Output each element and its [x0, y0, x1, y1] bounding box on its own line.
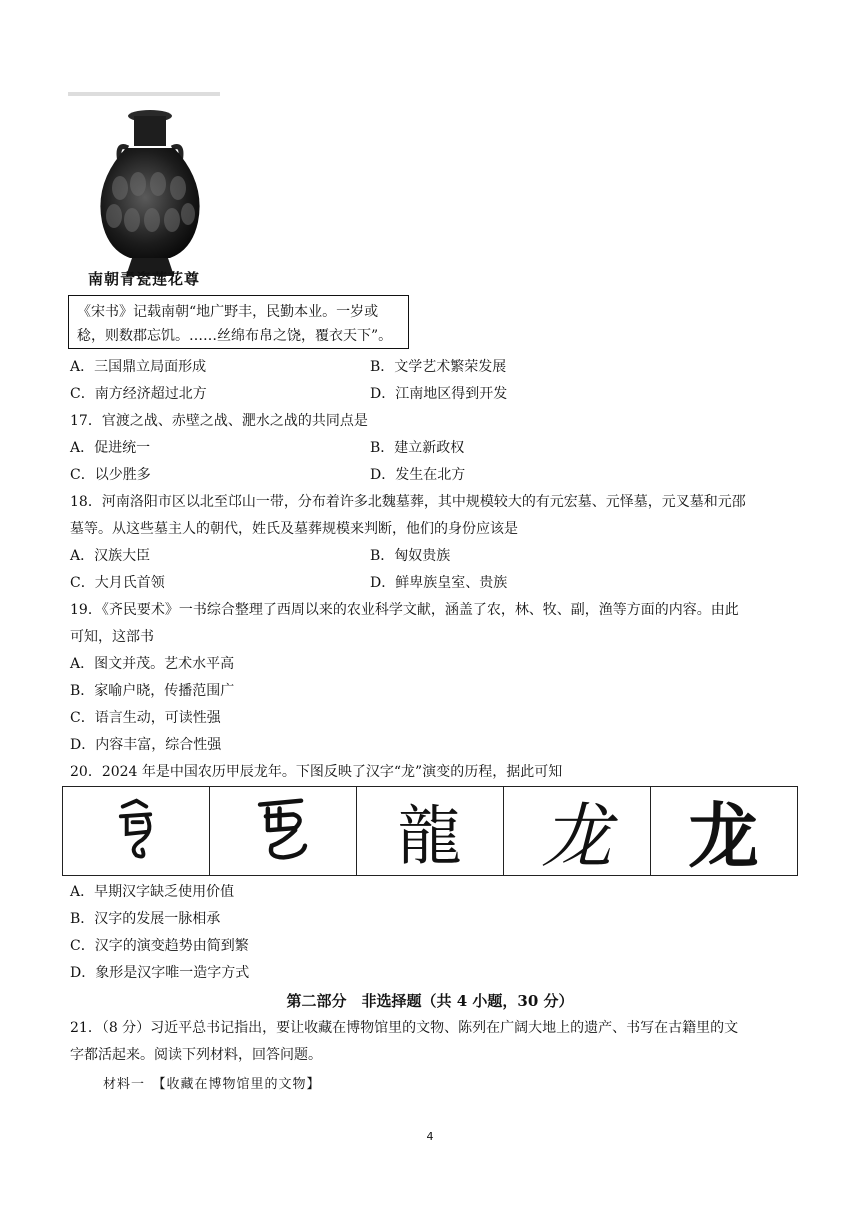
song-shu-quote-box	[68, 295, 409, 349]
q17-option-d: D．发生在北方	[370, 467, 466, 483]
q17-stem: 17．官渡之战、赤壁之战、淝水之战的共同点是	[70, 413, 368, 429]
q19-option-a: A．图文并茂。艺术水平高	[70, 656, 235, 672]
q19-stem-line-1: 19．《齐民要术》一书综合整理了西周以来的农业科学文献，涵盖了农，林、牧、副，渔等方面的内容。由此	[70, 602, 739, 618]
material-one-heading: 材料一 【收藏在博物馆里的文物】	[103, 1077, 321, 1092]
q16-option-d: D．江南地区得到开发	[370, 386, 508, 402]
q18-stem-line-1: 18．河南洛阳市区以北至邙山一带，分布着许多北魏墓葬，其中规模较大的有元宏墓、元怿墓，元叉墓和元邵	[70, 494, 746, 510]
q16-option-b: B．文学艺术繁荣发展	[370, 359, 507, 375]
page-number: 4	[426, 1130, 434, 1143]
dragon-glyph-seal-script	[357, 787, 504, 875]
dragon-glyph-regular-text: 龙	[688, 795, 759, 875]
quote-line-1: 《宋书》记载南朝“地广野丰，民勤本业。一岁或	[77, 304, 379, 320]
q19-option-d: D．内容丰富，综合性强	[70, 737, 222, 753]
q16-option-a: A．三国鼎立局面形成	[70, 359, 207, 375]
dragon-glyph-seal-text: 龍	[397, 799, 462, 875]
section-two-title: 第二部分 非选择题（共 4 小题，30 分）	[286, 992, 574, 1010]
q17-option-a: A．促进统一	[70, 440, 151, 456]
q21-stem-line-2: 字都活起来。阅读下列材料，回答问题。	[70, 1047, 322, 1063]
dragon-character-evolution-table	[62, 786, 798, 876]
q19-option-b: B．家喻户晓，传播范围广	[70, 683, 235, 699]
dragon-glyph-cursive	[504, 787, 651, 875]
q18-option-a: A．汉族大臣	[70, 548, 151, 564]
dragon-glyph-oracle-bone	[63, 787, 210, 875]
q18-stem-line-2: 墓等。从这些墓主人的朝代，姓氏及墓葬规模来判断，他们的身份应该是	[70, 521, 518, 537]
q20-option-c: C．汉字的演变趋势由简到繁	[70, 938, 249, 954]
q17-option-c: C．以少胜多	[70, 467, 151, 483]
q18-option-b: B．匈奴贵族	[370, 548, 451, 564]
q19-stem-line-2: 可知，这部书	[70, 629, 154, 645]
dragon-glyph-cursive-text: 龙	[541, 795, 612, 875]
dragon-glyph-regular	[651, 787, 797, 875]
dragon-glyph-bronze-script	[210, 787, 357, 875]
quote-line-2: 稔，则数郡忘饥。……丝绵布帛之饶，覆衣天下”。	[77, 328, 393, 344]
lotus-zun-vase-image	[68, 92, 220, 292]
q20-option-b: B．汉字的发展一脉相承	[70, 911, 221, 927]
figure-caption: 南朝青瓷莲花尊	[87, 270, 200, 288]
q21-stem-line-1: 21．（8 分）习近平总书记指出，要让收藏在博物馆里的文物、陈列在广阔大地上的遗产、书写在古籍里的文	[70, 1020, 739, 1036]
q19-option-c: C．语言生动，可读性强	[70, 710, 221, 726]
q16-option-c: C．南方经济超过北方	[70, 386, 207, 402]
q17-option-b: B．建立新政权	[370, 440, 465, 456]
q18-option-d: D．鲜卑族皇室、贵族	[370, 575, 508, 591]
q20-option-a: A．早期汉字缺乏使用价值	[70, 884, 235, 900]
q20-stem: 20．2024 年是中国农历甲辰龙年。下图反映了汉字“龙”演变的历程，据此可知	[70, 764, 563, 780]
q18-option-c: C．大月氏首领	[70, 575, 165, 591]
q20-option-d: D．象形是汉字唯一造字方式	[70, 965, 250, 981]
